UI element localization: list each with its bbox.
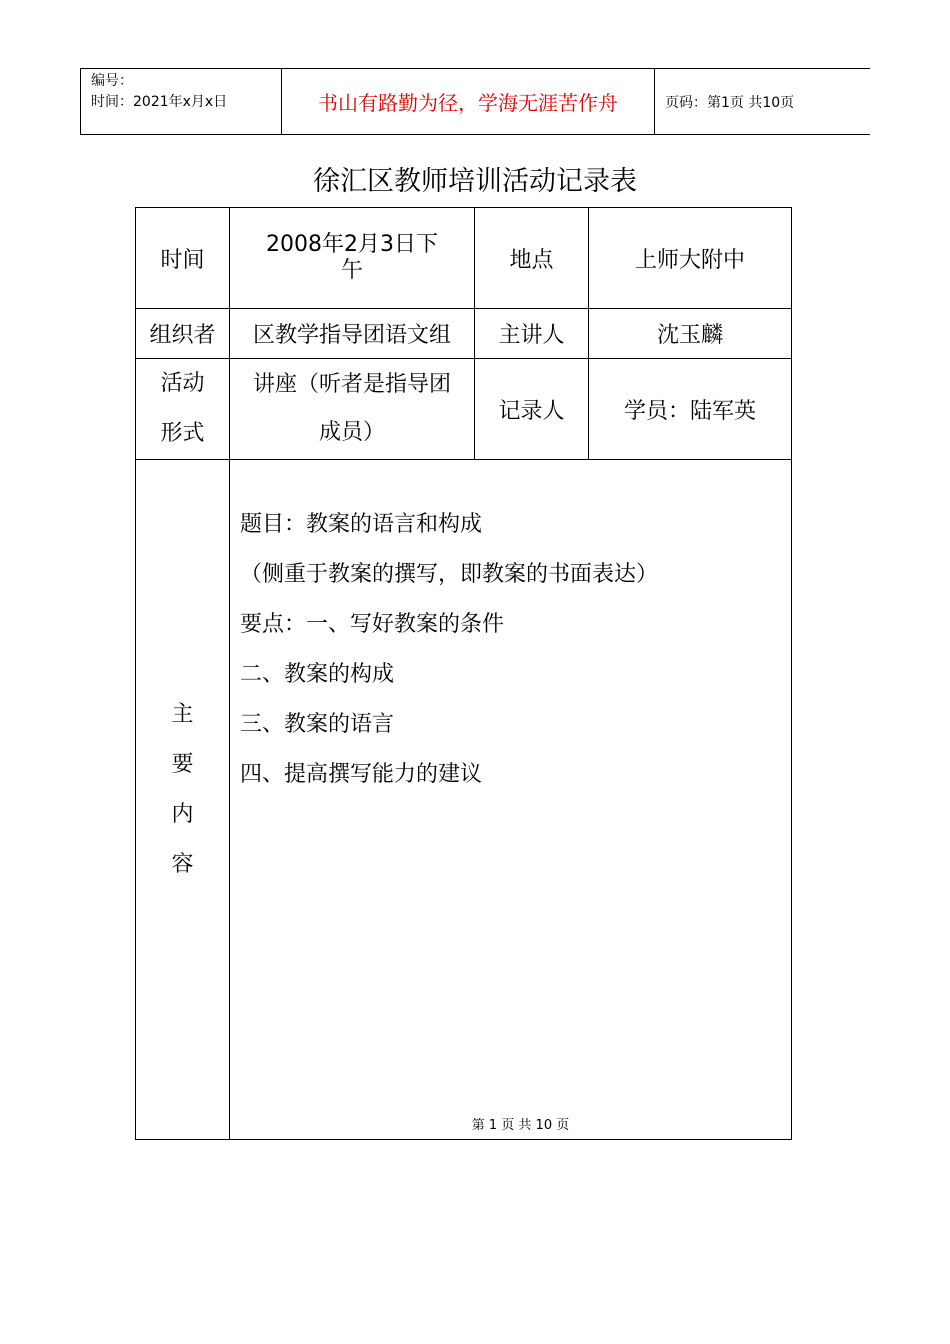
form-label-line2: 形式 (160, 421, 205, 446)
content-line-point-2: 二、教案的构成 (240, 662, 395, 687)
main-content-lines (230, 460, 791, 810)
page-footer: 第 1 页 共 10 页 (471, 1118, 570, 1133)
time-value-line2: 午 (340, 258, 363, 283)
document-title: 徐汇区教师培训活动记录表 (313, 166, 637, 197)
speaker-label-cell: 主讲人 (475, 309, 589, 359)
header-page-info: 页码：第1页 共10页 (665, 94, 795, 111)
main-content-cell (230, 460, 792, 1140)
time-label: 时间：2021年x月x日 (91, 94, 228, 110)
form-value-line2: 成员） (318, 420, 385, 445)
place-value-cell: 上师大附中 (589, 208, 792, 309)
header-meta (81, 69, 282, 134)
organizer-label-cell: 组织者 (136, 309, 230, 359)
place-label-cell: 地点 (475, 208, 589, 309)
table-row-form (136, 359, 792, 460)
time-value-cell (230, 208, 475, 309)
content-line-point-3: 三、教案的语言 (240, 712, 395, 737)
form-label-line1: 活动 (160, 371, 205, 396)
organizer-value-cell: 区教学指导团语文组 (230, 309, 475, 359)
recorder-label-cell: 记录人 (475, 359, 589, 460)
table-row-organizer (136, 309, 792, 359)
main-label-char: 主 (171, 701, 194, 727)
table-row-main-content (136, 460, 792, 1140)
recorder-value-cell: 学员：陆军英 (589, 359, 792, 460)
number-label: 编号： (91, 73, 133, 89)
content-line-point-1: 要点：一、写好教案的条件 (240, 612, 505, 637)
document-header (80, 68, 870, 135)
header-motto: 书山有路勤为径，学海无涯苦作舟 (282, 69, 655, 134)
form-label-cell (136, 359, 230, 460)
main-label-char: 内 (171, 801, 194, 827)
record-table (135, 207, 792, 1140)
table-row-time (136, 208, 792, 309)
main-label-char: 要 (171, 751, 194, 777)
time-label-cell: 时间 (136, 208, 230, 309)
form-value-cell (230, 359, 475, 460)
main-content-label-cell (136, 460, 230, 1140)
main-label-char: 容 (171, 851, 194, 877)
content-line-topic: 题目：教案的语言和构成 (240, 512, 483, 537)
speaker-value-cell: 沈玉麟 (589, 309, 792, 359)
content-line-focus: （侧重于教案的撰写，即教案的书面表达） (240, 562, 659, 587)
content-line-point-4: 四、提高撰写能力的建议 (240, 762, 483, 787)
form-value-line1: 讲座（听者是指导团 (252, 372, 451, 397)
time-value-line1: 2008年2月3日下 (266, 232, 438, 257)
